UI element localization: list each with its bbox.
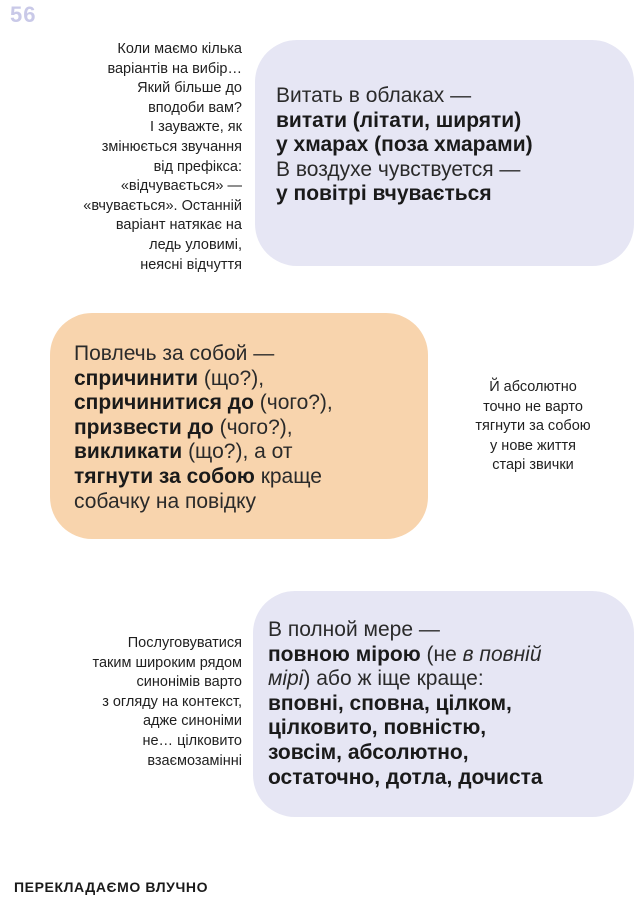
bubble-line — [74, 391, 422, 416]
running-footer: ПЕРЕКЛАДАЄМО ВЛУЧНО — [14, 879, 209, 895]
note-line: точно не варто — [483, 398, 583, 415]
bubble-line — [74, 367, 422, 392]
grammar-hint: (чого?), — [213, 415, 293, 439]
note-line: ледь уловимі, — [149, 236, 242, 253]
plain-text: (не — [420, 642, 463, 666]
bold-term: тягнути за собою — [74, 464, 255, 488]
note-line: тягнути за собою — [475, 418, 591, 435]
note-line: «вчувається». Останній — [83, 197, 242, 214]
note-line: неясні відчуття — [140, 256, 242, 273]
bubble-line: В воздухе чувствуется — — [276, 157, 521, 181]
note-line: синонімів варто — [136, 674, 242, 691]
note-line: змінюється звучання — [101, 138, 242, 155]
note-line: варіантів на вибір… — [107, 60, 242, 77]
bubble-line-bold: цілковито, повністю, — [268, 716, 487, 740]
bold-term: призвести до — [74, 415, 214, 439]
italic-term: в повній — [462, 642, 542, 666]
side-note-variants — [10, 40, 242, 275]
note-line: таким широким рядом — [92, 654, 242, 671]
bubble-line: В полной мере — — [268, 618, 440, 641]
note-line: вподоби вам? — [148, 99, 242, 116]
side-note-habits — [440, 378, 626, 476]
side-note-synonyms — [10, 634, 242, 771]
bubble-line-bold: остаточно, дотла, дочиста — [268, 765, 543, 789]
note-line: взаємозамінні — [147, 752, 242, 769]
bubble-line-bold: у хмарах (поза хмарами) — [276, 133, 533, 157]
phrase-bubble-full-measure — [253, 591, 634, 817]
bubble-line: Повлечь за собой — — [74, 342, 275, 365]
note-line: Коли маємо кілька — [117, 41, 242, 57]
italic-term: мірі — [268, 667, 304, 691]
bold-term: спричинити — [74, 366, 198, 390]
note-line: адже синоніми — [142, 713, 242, 730]
bubble-line: Витать в облаках — — [276, 84, 472, 107]
note-line: у нове життя — [490, 437, 576, 454]
note-line: варіант натякає на — [115, 217, 242, 234]
bubble-line — [268, 667, 630, 692]
bubble-line — [74, 465, 422, 490]
bold-term: повною мірою — [268, 642, 421, 666]
plain-text: ) або ж іще краще: — [303, 667, 484, 691]
grammar-hint: (чого?), — [253, 391, 333, 415]
bubble-line — [268, 643, 630, 668]
bubble-line: собачку на повідку — [74, 489, 257, 513]
bubble-line-bold: у повітрі вчувається — [276, 182, 492, 206]
note-line: Послуговуватися — [127, 635, 242, 651]
bubble-line-bold: вповні, сповна, цілком, — [268, 691, 512, 715]
note-line: «відчувається» — — [120, 178, 242, 195]
bold-term: спричинитися до — [74, 391, 254, 415]
note-line: з огляду на контекст, — [102, 693, 242, 710]
note-line: не… цілковито — [142, 732, 242, 749]
note-line: І зауважте, як — [150, 119, 242, 136]
note-line: Й абсолютно — [489, 379, 577, 395]
bubble-line-bold: витати (літати, ширяти) — [276, 108, 522, 132]
note-line: від префікса: — [153, 158, 242, 175]
phrase-bubble-clouds — [255, 40, 634, 266]
plain-text: краще — [254, 464, 322, 488]
bubble-line — [74, 416, 422, 441]
page-number: 56 — [10, 2, 37, 27]
bold-term: викликати — [74, 440, 183, 464]
phrase-bubble-entail — [50, 313, 428, 539]
note-line: старі звички — [492, 457, 574, 474]
grammar-hint: (що?), — [198, 366, 265, 390]
bubble-line-bold: зовсім, абсолютно, — [268, 740, 469, 764]
grammar-hint: (що?), а от — [182, 440, 293, 464]
note-line: Який більше до — [137, 80, 242, 97]
bubble-line — [74, 440, 422, 465]
